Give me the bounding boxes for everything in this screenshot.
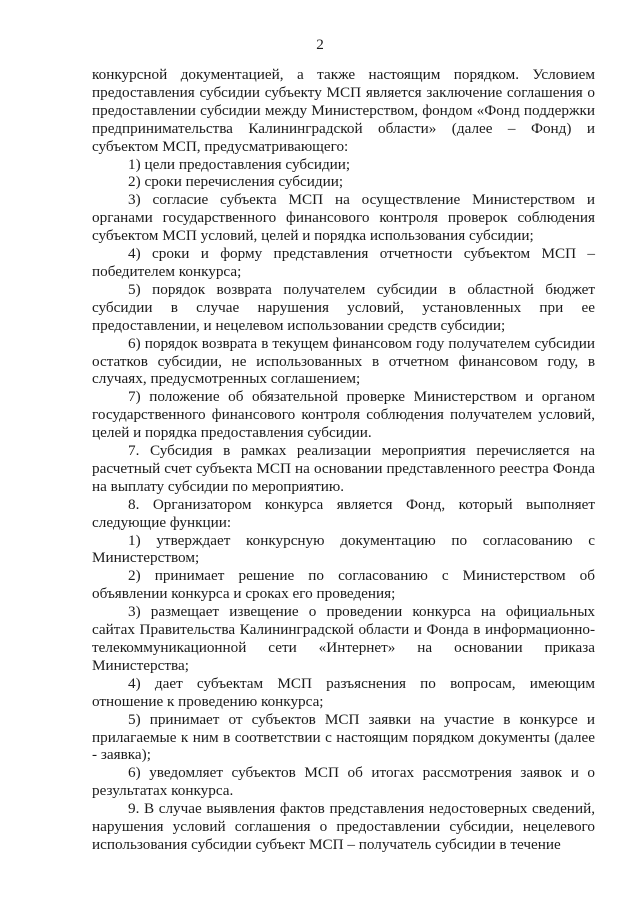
list-item: 2) принимает решение по согласованию с Министерством об объявлении конкурса и сроках его проведения; <box>92 567 595 603</box>
paragraph-continuation: конкурсной документацией, а также настоящим порядком. Условием предоставления субсидии субъекту МСП является заключение соглашения о предоставлении субсидии между Министерством, фондом «Фонд поддержки предпринимательства Калининградской области» (далее – Фонд) и субъектом МСП, предусматривающего: <box>92 66 595 155</box>
list-item: 4) сроки и форму представления отчетности субъектом МСП – победителем конкурса; <box>92 245 595 280</box>
section-paragraph-9: 9. В случае выявления фактов представления недостоверных сведений, нарушения условий соглашения о предоставлении субсидии, нецелевого использования субсидии субъект МСП – получатель субсидии в течение <box>92 800 595 853</box>
list-item: 7) положение об обязательной проверке Министерством и органом государственного финансового контроля соблюдения получателем условий, целей и порядка предоставления субсидии. <box>92 388 595 442</box>
list-item: 6) порядок возврата в текущем финансовом году получателем субсидии остатков субсидии, не использованных в отчетном финансовом году, в случаях, предусмотренных соглашением; <box>92 334 595 388</box>
list-item: 3) размещает извещение о проведении конкурса на официальных сайтах Правительства Калининградской области и Фонда в информационно-телекоммуникационной сети «Интернет» на основании приказа Министерства; <box>92 603 595 674</box>
list-item: 1) утверждает конкурсную документацию по согласованию с Министерством; <box>92 531 595 567</box>
list-item: 3) согласие субъекта МСП на осуществление Министерством и органами государственного финансового контроля проверок соблюдения субъектом МСП условий, целей и порядка использования субсидии; <box>92 191 595 245</box>
page-number: 2 <box>316 36 324 53</box>
list-item: 4) дает субъектам МСП разъяснения по вопросам, имеющим отношение к проведению конкурса; <box>92 674 595 710</box>
list-item: 5) порядок возврата получателем субсидии в областной бюджет субсидии в случае нарушения условий, установленных при ее предоставлении, и нецелевом использовании средств субсидии; <box>92 280 595 334</box>
section-paragraph-8: 8. Организатором конкурса является Фонд, который выполняет следующие функции: <box>92 495 595 531</box>
list-item: 5) принимает от субъектов МСП заявки на участие в конкурсе и прилагаемые к ним в соответствии с настоящим порядком документы (далее - заявка); <box>92 710 595 764</box>
list-item: 1) цели предоставления субсидии; <box>128 155 351 173</box>
document-body <box>92 66 595 854</box>
list-item: 2) сроки перечисления субсидии; <box>128 173 344 191</box>
list-item: 6) уведомляет субъектов МСП об итогах рассмотрения заявок и о результатах конкурса. <box>92 764 595 800</box>
section-paragraph-7: 7. Субсидия в рамках реализации мероприятия перечисляется на расчетный счет субъекта МСП на основании представленного реестра Фонда на выплату субсидии по мероприятию. <box>92 442 595 495</box>
